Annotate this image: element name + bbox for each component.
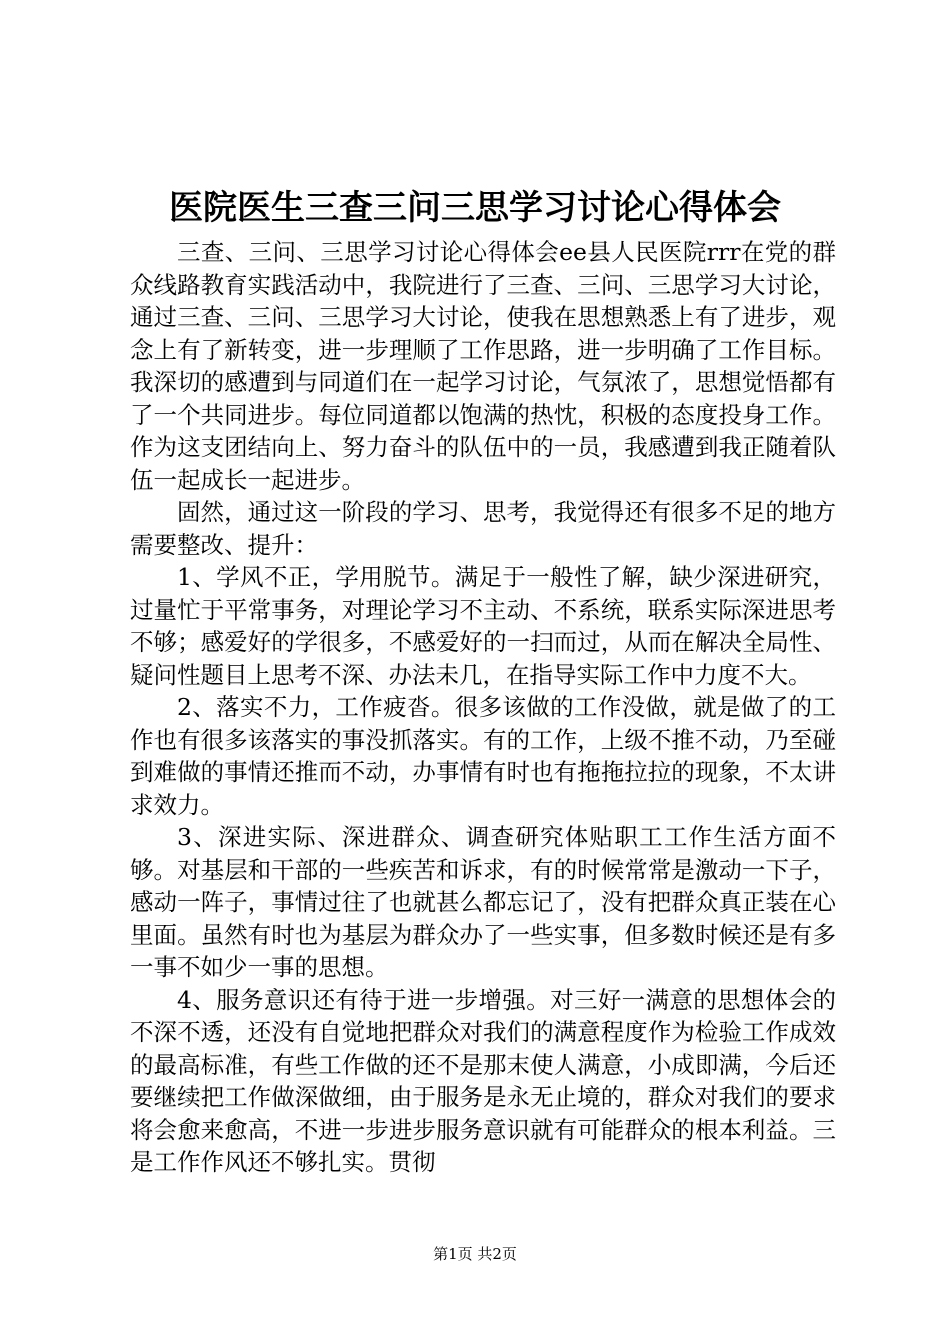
paragraph-point-3: 3、深进实际、深进群众、调查研究体贴职工工作生活方面不够。对基层和干部的一些疾苦和诉求，有的时候常常是激动一下子，感动一阵子，事情过往了也就甚么都忘记了，没有把群众真正装在心里面。虽然有时也为基层为群众办了一些实事，但多数时候还是有多一事不如少一事的思想。 — [130, 823, 836, 981]
paragraph-intro: 三查、三问、三思学习讨论心得体会ee县人民医院rrr在党的群众线路教育实践活动中，我院进行了三查、三问、三思学习大讨论，通过三查、三问、三思学习大讨论，使我在思想熟悉上有了进步，观念上有了新转变，进一步理顺了工作思路，进一步明确了工作目标。我深切的感遭到与同道们在一起学习讨论，气氛浓了，思想觉悟都有了一个共同进步。每位同道都以饱满的热忱，积极的态度投身工作。作为这支团结向上、努力奋斗的队伍中的一员，我感遭到我正随着队伍一起成长一起进步。 — [130, 238, 836, 494]
paragraph-point-1: 1、学风不正，学用脱节。满足于一般性了解，缺少深进研究，过量忙于平常事务，对理论学习不主动、不系统，联系实际深进思考不够；感爱好的学很多，不感爱好的一扫而过，从而在解决全局性、疑问性题目上思考不深、办法未几，在指导实际工作中力度不大。 — [130, 563, 836, 689]
document-title: 医院医生三查三问三思学习讨论心得体会 — [169, 188, 781, 228]
paragraph-point-2: 2、落实不力，工作疲沓。很多该做的工作没做，就是做了的工作也有很多该落实的事没抓落实。有的工作，上级不推不动，乃至碰到难做的事情还推而不动，办事情有时也有拖拖拉拉的现象，不太讲求效力。 — [130, 693, 836, 819]
paragraph-shortcomings-lead: 固然，通过这一阶段的学习、思考，我觉得还有很多不足的地方需要整改、提升： — [130, 498, 836, 559]
paragraph-point-4: 4、服务意识还有待于进一步增强。对三好一满意的思想体会的不深不透，还没有自觉地把群众对我们的满意程度作为检验工作成效的最高标准，有些工作做的还不是那末使人满意，小成即满，今后还要继续把工作做深做细，由于服务是永无止境的，群众对我们的要求将会愈来愈高，不进一步进步服务意识就有可能群众的根本利益。三是工作作风还不够扎实。贯彻 — [130, 985, 836, 1176]
document-body — [130, 236, 836, 1179]
page-number-footer: 第1页 共2页 — [433, 1245, 517, 1263]
